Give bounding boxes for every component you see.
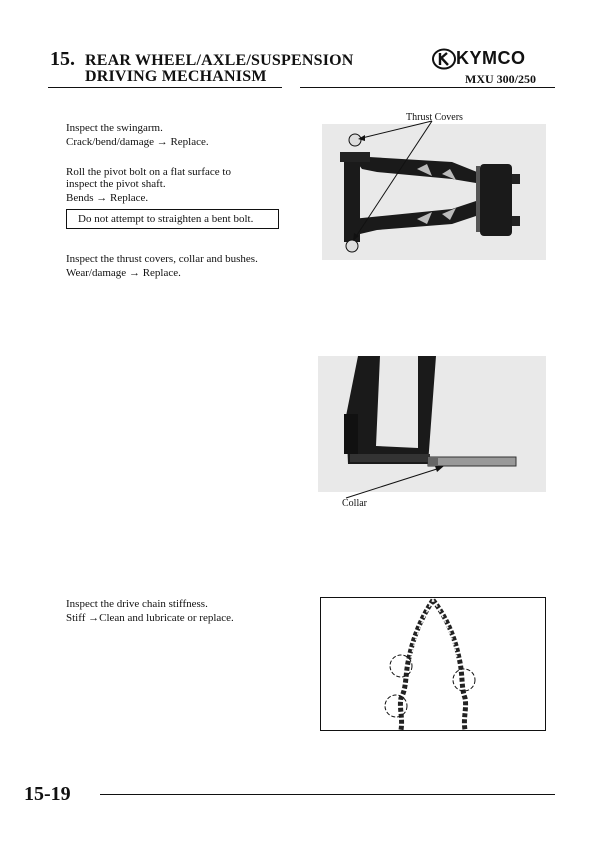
header-rule-gap: [282, 86, 300, 89]
caution-text: Do not attempt to straighten a bent bolt.: [78, 213, 254, 225]
chapter-title-line1: REAR WHEEL/AXLE/SUSPENSION: [85, 52, 354, 69]
model-name: MXU 300/250: [465, 72, 536, 86]
chapter-number: 15.: [50, 48, 75, 70]
kymco-logo-icon: [432, 48, 456, 70]
collar-label: Collar: [342, 498, 367, 509]
thrust-covers-replace-text: Wear/damage → Replace.: [66, 267, 181, 279]
page-number: 15-19: [24, 783, 71, 805]
swingarm-replace-text: Crack/bend/damage → Replace.: [66, 136, 209, 148]
thrust-covers-inspect-text: Inspect the thrust covers, collar and bushes.: [66, 253, 258, 265]
drive-chain-stiff-text: Stiff →Clean and lubricate or replace.: [66, 612, 234, 624]
swingarm-inspect-text: Inspect the swingarm.: [66, 122, 163, 134]
pivot-bolt-text-2: inspect the pivot shaft.: [66, 178, 166, 190]
drive-chain-figure: [320, 597, 546, 731]
drive-chain-illustration: [321, 598, 545, 730]
brand-logo-text: KYMCO: [456, 48, 526, 68]
chapter-title-line2: DRIVING MECHANISM: [85, 68, 267, 85]
collar-callout-line: [340, 460, 450, 505]
header-rule: [48, 87, 555, 88]
pivot-bolt-bends-text: Bends → Replace.: [66, 192, 149, 204]
thrust-covers-callout-lines: [340, 118, 450, 253]
footer-rule: [100, 794, 555, 795]
drive-chain-inspect-text: Inspect the drive chain stiffness.: [66, 598, 208, 610]
pivot-bolt-text-1: Roll the pivot bolt on a flat surface to: [66, 166, 231, 178]
thrust-covers-label: Thrust Covers: [406, 112, 463, 123]
